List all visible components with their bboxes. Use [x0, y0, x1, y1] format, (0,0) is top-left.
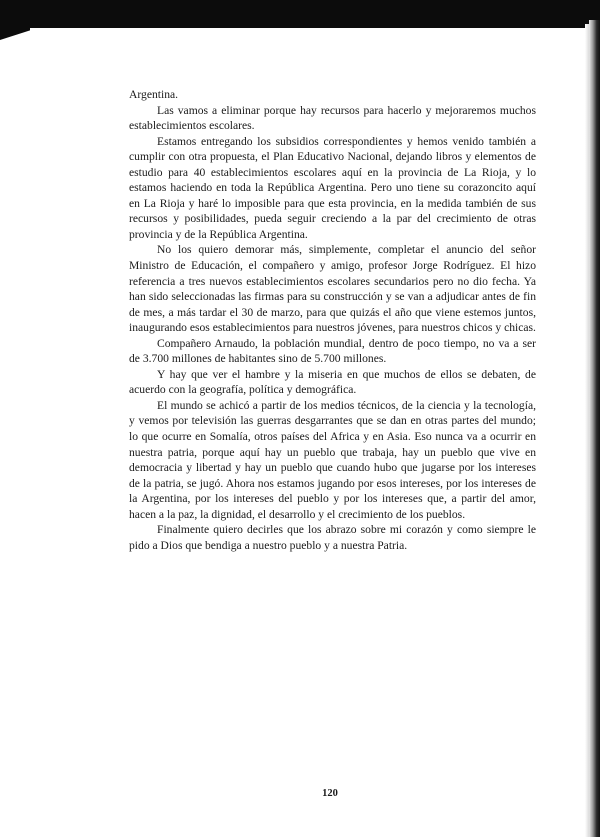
- paragraph: Las vamos a eliminar porque hay recursos para hacerlo y mejoraremos muchos establecimientos escolares.: [129, 103, 536, 133]
- paragraph: Estamos entregando los subsidios correspondientes y hemos venido también a cumplir con otra propuesta, el Plan Educativo Nacional, dejando libros y elementos de estudio para 40 establecimientos escolares aquí en la provincia de La Rioja, y lo estamos haciendo en toda la República Argentina. Pero uno tiene su corazoncito aquí en La Rioja y haré lo imposible para que esta provincia, en la medida también de sus recursos y posibilidades, pueda seguir creciendo a la par del crecimiento de otras provincia y de la República Argentina.: [129, 134, 536, 241]
- page-number: 120: [322, 788, 338, 799]
- paragraph-continuation: Argentina.: [129, 88, 179, 101]
- paragraph: Y hay que ver el hambre y la miseria en que muchos de ellos se debaten, de acuerdo con la geografía, política y demográfica.: [129, 367, 536, 397]
- scan-top-corner-shadow: [0, 24, 30, 40]
- scan-top-border: [0, 0, 600, 28]
- paragraph: Compañero Arnaudo, la población mundial, dentro de poco tiempo, no va a ser de 3.700 millones de habitantes sino de 5.700 millones.: [129, 336, 536, 366]
- paragraph: No los quiero demorar más, simplemente, completar el anuncio del señor Ministro de Educación, el compañero y amigo, profesor Jorge Rodríguez. El hizo referencia a tres nuevos establecimientos escolares secundarios pero no dio fecha. Ya han sido seleccionadas las firmas para su construcción y se van a adjudicar antes de fin de mes, a más tardar el 30 de marzo, para que quizás el año que viene estemos juntos, inaugurando esos establecimientos para nuestros jóvenes, para nuestros chicos y chicas.: [129, 243, 536, 335]
- paragraph: Finalmente quiero decirles que los abrazo sobre mi corazón y como siempre le pido a Dios que bendiga a nuestro pueblo y a nuestra Patria.: [129, 523, 536, 552]
- page-body-text: [129, 87, 536, 553]
- scan-right-border: [589, 20, 600, 837]
- paragraph: El mundo se achicó a partir de los medios técnicos, de la ciencia y la tecnología, y vemos por televisión las guerras desgarrantes que se dan en otras partes del mundo; lo que ocurre en Somalía, otros países del Africa y en Asia. Eso nunca va a ocurrir en nuestra patria, porque aquí hay un pueblo que trabaja, hay un pueblo que vive en democracia y libertad y hay un pueblo que cuando hubo que jugarse por los intereses de la patria, se jugó. Ahora nos estamos jugando por esos intereses, por los intereses de la Argentina, por los intereses del pueblo y por los intereses que, a partir del amor, hacen a la paz, la dignidad, el desarrollo y el crecimiento de los pueblos.: [129, 398, 536, 521]
